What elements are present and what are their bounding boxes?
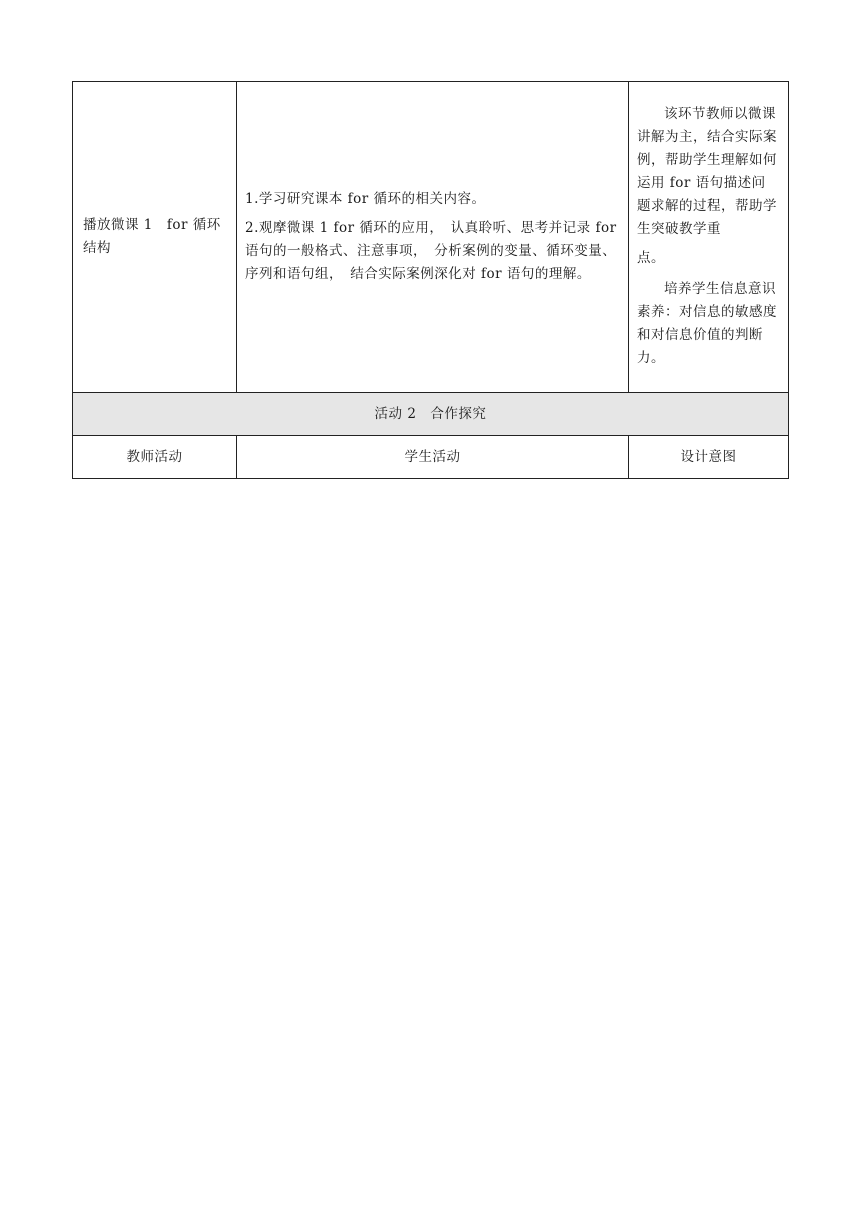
student-activity-item-1: 1.学习研究课本 for 循环的相关内容。 — [245, 191, 486, 207]
design-intent-paragraph-1: 该环节教师以微课讲解为主，结合实际案例，帮助学生理解如何运用 for 语句描述问题求解的过程，帮助学生突破教学重 — [637, 105, 777, 237]
table-row — [73, 82, 789, 393]
teacher-activity-cell — [73, 82, 237, 393]
activity-band-row — [73, 393, 789, 436]
header-teacher-activity: 教师活动 — [73, 436, 237, 479]
lesson-plan-table — [72, 81, 789, 479]
teacher-activity-text: 播放微课 1 for 循环结构 — [83, 217, 221, 256]
design-intent-paragraph-2: 培养学生信息意识素养：对信息的敏感度和对信息价值的判断力。 — [637, 280, 777, 366]
student-activity-item-2: 2.观摩微课 1 for 循环的应用， 认真聆听、思考并记录 for 语句的一般格式、注意事项， 分析案例的变量、循环变量、序列和语句组， 结合实际案例深化对 for 语句的理解。 — [245, 220, 617, 282]
design-intent-paragraph-1-tail: 点。 — [637, 249, 665, 266]
header-student-activity: 学生活动 — [237, 436, 629, 479]
header-design-intent: 设计意图 — [629, 436, 789, 479]
activity-2-band: 活动 2 合作探究 — [73, 393, 789, 436]
header-row — [73, 436, 789, 479]
design-intent-cell — [629, 82, 789, 393]
student-activity-cell — [237, 82, 629, 393]
